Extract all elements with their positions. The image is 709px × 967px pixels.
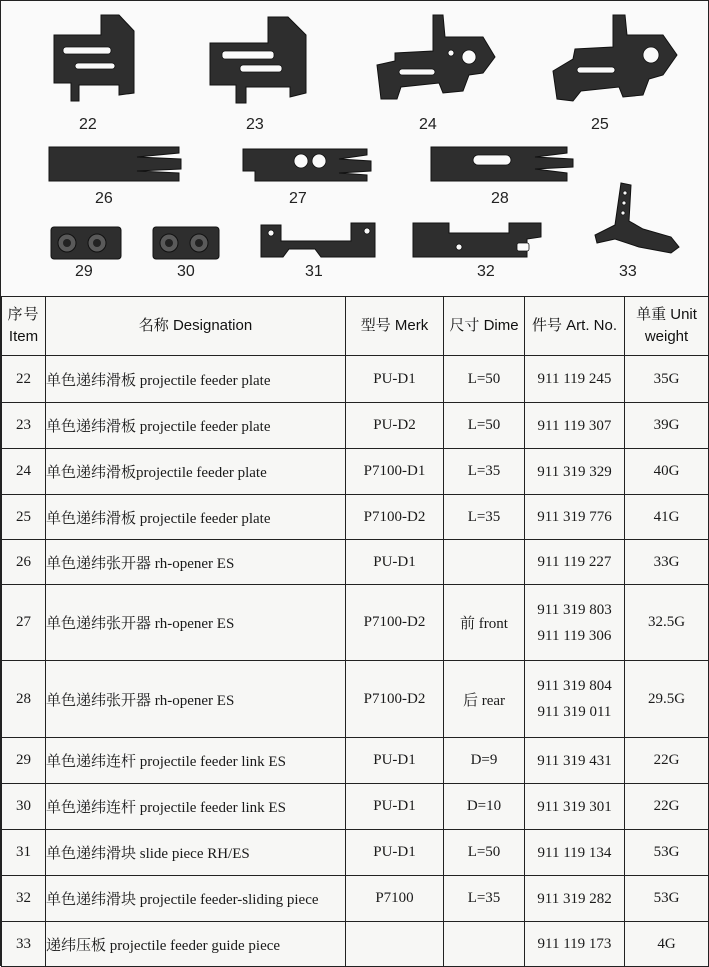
feeder-link-icon (151, 223, 231, 263)
cell-designation: 单色递纬张开器 rh-opener ES (46, 585, 346, 661)
cell-designation: 单色递纬张开器 rh-opener ES (46, 661, 346, 738)
cell-dime: L=50 (444, 830, 525, 876)
table-row (2, 661, 709, 738)
cell-art-no (525, 356, 625, 403)
part-number: 33 (619, 263, 637, 280)
cell-unit-weight: 41G (625, 495, 709, 540)
header-item-en: Item (8, 328, 39, 345)
art-number: 911 319 282 (537, 890, 612, 907)
spec-table (1, 296, 709, 967)
cell-art-no (525, 585, 625, 661)
cell-merk: P7100-D1 (346, 449, 444, 495)
cell-art-no (525, 449, 625, 495)
cell-dime: L=50 (444, 356, 525, 403)
slide-piece-icon (259, 219, 379, 263)
cell-merk (346, 922, 444, 967)
cell-art-no (525, 495, 625, 540)
art-number: 911 119 307 (537, 417, 612, 434)
cell-art-no (525, 784, 625, 830)
table-row (2, 738, 709, 784)
part-number: 26 (95, 190, 113, 207)
cell-item: 29 (2, 738, 46, 784)
rh-opener-icon (427, 143, 577, 188)
cell-designation: 单色递纬连杆 projectile feeder link ES (46, 784, 346, 830)
cell-unit-weight: 22G (625, 738, 709, 784)
cell-item: 23 (2, 403, 46, 449)
table-row (2, 876, 709, 922)
rh-opener-icon (239, 143, 379, 188)
art-number: 911 119 306 (537, 627, 612, 644)
cell-designation: 单色递纬滑板 projectile feeder plate (46, 403, 346, 449)
guide-piece-icon (591, 181, 686, 261)
cell-designation: 递纬压板 projectile feeder guide piece (46, 922, 346, 967)
header-merk: 型号 Merk (346, 297, 444, 356)
art-number: 911 319 803 (537, 601, 612, 618)
cell-designation: 单色递纬滑板projectile feeder plate (46, 449, 346, 495)
cell-merk: PU-D1 (346, 356, 444, 403)
header-weight-line1: 单重 Unit (636, 306, 697, 323)
table-row (2, 830, 709, 876)
part-30 (151, 223, 231, 288)
cell-designation: 单色递纬滑块 projectile feeder-sliding piece (46, 876, 346, 922)
cell-art-no (525, 876, 625, 922)
cell-unit-weight: 4G (625, 922, 709, 967)
feeder-plate-icon (206, 13, 311, 108)
cell-unit-weight: 53G (625, 876, 709, 922)
part-33 (591, 181, 686, 288)
table-row (2, 449, 709, 495)
header-item (2, 297, 46, 356)
cell-unit-weight: 29.5G (625, 661, 709, 738)
part-23 (206, 13, 311, 143)
header-unit-weight (625, 297, 709, 356)
part-number: 25 (591, 116, 609, 133)
table-row (2, 495, 709, 540)
table-header-row (2, 297, 709, 356)
cell-merk: PU-D1 (346, 738, 444, 784)
table-row (2, 356, 709, 403)
rh-opener-icon (47, 143, 187, 188)
cell-art-no (525, 738, 625, 784)
part-32 (409, 219, 549, 288)
cell-unit-weight: 32.5G (625, 585, 709, 661)
cell-item: 31 (2, 830, 46, 876)
cell-merk: P7100 (346, 876, 444, 922)
cell-merk: PU-D1 (346, 830, 444, 876)
cell-dime: L=50 (444, 403, 525, 449)
cell-designation: 单色递纬张开器 rh-opener ES (46, 540, 346, 585)
part-26 (47, 143, 187, 213)
art-number: 911 319 431 (537, 752, 612, 769)
cell-item: 30 (2, 784, 46, 830)
cell-dime: 前 front (444, 585, 525, 661)
header-art-no: 件号 Art. No. (525, 297, 625, 356)
cell-designation: 单色递纬滑块 slide piece RH/ES (46, 830, 346, 876)
cell-unit-weight: 33G (625, 540, 709, 585)
cell-dime (444, 922, 525, 967)
cell-dime: D=9 (444, 738, 525, 784)
cell-designation: 单色递纬滑板 projectile feeder plate (46, 356, 346, 403)
cell-dime: L=35 (444, 495, 525, 540)
cell-art-no (525, 403, 625, 449)
sliding-piece-icon (409, 219, 549, 263)
feeder-plate-icon (373, 13, 498, 108)
art-number: 911 319 301 (537, 798, 612, 815)
cell-merk: PU-D2 (346, 403, 444, 449)
cell-item: 22 (2, 356, 46, 403)
part-number: 32 (477, 263, 495, 280)
part-25 (551, 13, 681, 143)
part-number: 27 (289, 190, 307, 207)
cell-unit-weight: 39G (625, 403, 709, 449)
cell-art-no (525, 540, 625, 585)
art-number: 911 119 245 (537, 371, 612, 387)
art-number: 911 119 134 (537, 844, 612, 861)
art-number: 911 319 804 (537, 678, 612, 694)
cell-designation: 单色递纬连杆 projectile feeder link ES (46, 738, 346, 784)
table-row (2, 784, 709, 830)
art-number: 911 319 329 (537, 463, 612, 480)
cell-item: 32 (2, 876, 46, 922)
cell-designation: 单色递纬滑板 projectile feeder plate (46, 495, 346, 540)
cell-dime: D=10 (444, 784, 525, 830)
cell-merk: P7100-D2 (346, 585, 444, 661)
cell-dime: 后 rear (444, 661, 525, 738)
feeder-plate-icon (551, 13, 681, 108)
spec-table-body (2, 356, 709, 967)
part-number: 28 (491, 190, 509, 207)
cell-unit-weight: 22G (625, 784, 709, 830)
art-number: 911 319 776 (537, 509, 612, 525)
cell-item: 24 (2, 449, 46, 495)
cell-item: 26 (2, 540, 46, 585)
part-number: 24 (419, 116, 437, 133)
table-row (2, 540, 709, 585)
cell-item: 28 (2, 661, 46, 738)
cell-merk: P7100-D2 (346, 661, 444, 738)
header-item-zh: 序号 (7, 306, 40, 323)
cell-unit-weight: 53G (625, 830, 709, 876)
part-29 (49, 223, 129, 288)
parts-illustration-panel (1, 1, 708, 297)
part-number: 22 (79, 116, 97, 133)
cell-item: 27 (2, 585, 46, 661)
part-27 (239, 143, 379, 213)
part-28 (427, 143, 577, 213)
cell-art-no (525, 922, 625, 967)
art-number: 911 319 011 (537, 704, 612, 720)
feeder-plate-icon (49, 13, 139, 108)
cell-dime (444, 540, 525, 585)
cell-dime: L=35 (444, 876, 525, 922)
cell-item: 25 (2, 495, 46, 540)
table-row (2, 403, 709, 449)
cell-merk: P7100-D2 (346, 495, 444, 540)
header-designation: 名称 Designation (46, 297, 346, 356)
header-dime: 尺寸 Dime (444, 297, 525, 356)
cell-dime: L=35 (444, 449, 525, 495)
cell-unit-weight: 35G (625, 356, 709, 403)
part-31 (259, 219, 379, 288)
cell-art-no (525, 661, 625, 738)
cell-item: 33 (2, 922, 46, 967)
table-row (2, 922, 709, 967)
cell-unit-weight: 40G (625, 449, 709, 495)
part-number: 30 (177, 263, 195, 280)
part-number: 31 (305, 263, 323, 280)
art-number: 911 119 173 (537, 936, 612, 952)
table-row (2, 585, 709, 661)
part-24 (373, 13, 498, 143)
part-number: 23 (246, 116, 264, 133)
cell-art-no (525, 830, 625, 876)
cell-merk: PU-D1 (346, 784, 444, 830)
header-weight-line2: weight (644, 328, 689, 345)
cell-merk: PU-D1 (346, 540, 444, 585)
art-number: 911 119 227 (537, 554, 612, 570)
part-number: 29 (75, 263, 93, 280)
part-22 (49, 13, 139, 143)
feeder-link-icon (49, 223, 129, 263)
